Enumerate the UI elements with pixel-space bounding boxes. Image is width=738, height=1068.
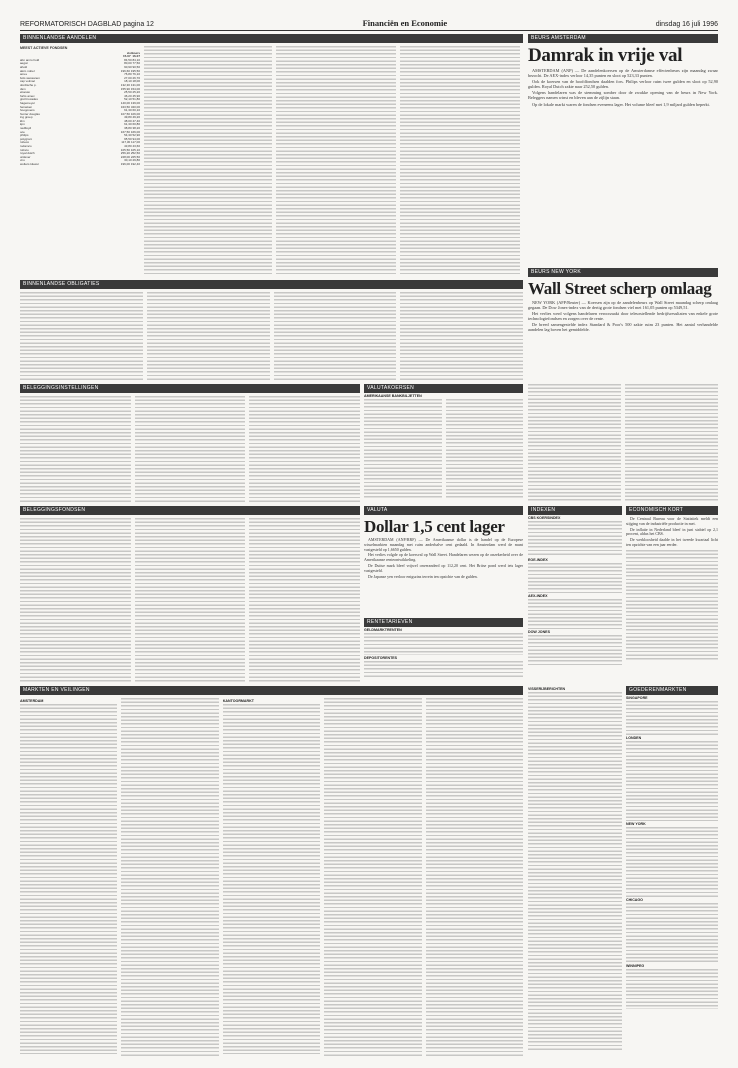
beleggingsfondsen-section	[20, 506, 360, 682]
aex-subhead: AEX-INDEX	[528, 594, 548, 598]
valutakoersen-subhead: AMERIKAANSE BANKBILJETTEN	[364, 394, 422, 398]
fund-name: hagemeyer	[20, 101, 36, 105]
fund-values: 105,50 105,10	[120, 148, 140, 152]
section-header-beurs-newyork: BEURS NEW YORK	[528, 268, 718, 277]
fund-values: 52,10 51,80	[124, 98, 140, 102]
fund-name: dordtsche p.	[20, 83, 37, 87]
fund-name: abn amro hold	[20, 58, 40, 62]
goederen-winnipeg: WINNIPEG	[626, 964, 645, 968]
geldmarkt-subhead: GELDMARKTRENTEN	[364, 628, 402, 632]
damrak-headline: Damrak in vrije val	[528, 45, 683, 66]
goederen-singapore: SINGAPORE	[626, 696, 648, 700]
kantoormarkt-subhead: KANTOORMARKT	[222, 699, 254, 703]
aandelen-section	[20, 34, 523, 276]
fund-values: 43,80 43,60	[124, 145, 140, 149]
fund-name: wolters kluwer	[20, 163, 40, 166]
section-header-indexen: INDEXEN	[528, 506, 622, 515]
section-header-beleggingsinstellingen: BELEGGINGSINSTELLINGEN	[20, 384, 360, 393]
aandelen-table	[20, 59, 140, 167]
aandelen-col-3	[276, 46, 396, 274]
markten-section	[20, 686, 523, 1056]
fund-values: 155,90 154,00	[120, 87, 140, 91]
wallstreet-headline: Wall Street scherp omlaag	[528, 279, 712, 298]
goederen-chicago: CHICAGO	[626, 898, 643, 902]
wallstreet-article: NEW YORK (AFP/Reuter) — Koersen zijn op de aandelenbeurs op Wall Street maandag scherp omlaag gegaan. De Dow Jones-index van de dertig grote fondsen viel met 161,05 punten op 5349,51. Het verlies werd volgens handelaren veroorzaakt door teleurstellende bedrijfsresultaten van enkele grote technologiefondsen en zorgen over de rente. De breed samengestelde index Standard & Poor's 500 zakte ruim 23 punten. Het aantal verhandelde aandelen lag boven het gemiddelde.	[528, 300, 718, 333]
aandelen-date-header: 15-07 16-07	[122, 55, 140, 59]
header-date: dinsdag 16 juli 1996	[655, 21, 718, 28]
fund-values: 107,50 106,00	[120, 112, 140, 116]
fund-name: elsevier	[20, 91, 31, 95]
fund-values: 25,50 25,20	[124, 91, 140, 95]
fund-name: nedlloyd	[20, 127, 32, 131]
table-row	[20, 163, 140, 167]
goederen-londen: LONDEN	[626, 736, 642, 740]
section-header-beurs-amsterdam: BEURS AMSTERDAM	[528, 34, 718, 43]
fund-name: amev	[20, 73, 28, 77]
fund-values: 46,20 45,90	[124, 94, 140, 98]
fund-name: vnu	[20, 159, 25, 163]
fund-values: 343,50 340,00	[120, 105, 140, 109]
economisch-kort-article: De Centraal Bureau voor de Statistiek meldt een stijging van de industriële productie in mei. De inflatie in Nederland bleef in juni stabiel op 2,1 procent, aldus het CBS. De werkloosheid daalde in het tweede kwartaal licht ten opzichte van een jaar eerder.	[626, 516, 718, 547]
fund-name: robeco	[20, 141, 30, 145]
header-left: REFORMATORISCH DAGBLAD pagina 12	[20, 21, 154, 28]
fund-values: 76,80 76,10	[124, 73, 140, 77]
damrak-article: AMSTERDAM (ANP) — De aandelenkoersen op de Amsterdamse effectenbeurs zijn maandag zwaar bezocht. De AEX-index verloor 14,35 punten en sloot op 523,33 punten. Ook de koersen van de hoofdfondsen daalden fors. Philips verloor ruim twee gulden en sloot op 52,90 gulden. Royal Dutch zakte naar 252,50 gulden. Volgens handelaren was de stemming somber door de zwakke opening van de beurs in New York. Beleggers namen winst en bleven aan de zijlijn staan. Op de lokale markt waren de fondsen eveneens lager. Het volume bleef met 1,9 miljard gulden beperkt.	[528, 68, 718, 107]
fund-values: 84,50 84,10	[124, 58, 140, 62]
fund-values: 18,10 18,00	[124, 80, 140, 84]
visserij-section	[528, 686, 622, 1056]
fund-values: 256,20 252,50	[120, 152, 140, 156]
fund-name: oce	[20, 130, 25, 134]
fund-values: 167,50 166,00	[120, 130, 140, 134]
section-header-aandelen: BINNENLANDSE AANDELEN	[20, 34, 523, 43]
eoe-subhead: EOE-INDEX	[528, 558, 548, 562]
section-header-markten: MARKTEN EN VEILINGEN	[20, 686, 523, 695]
fund-name: unilever	[20, 155, 31, 159]
section-header-economisch-kort: ECONOMISCH KORT	[626, 506, 718, 515]
fund-values: 196,60 195,50	[120, 69, 140, 73]
fund-name: aegon	[20, 62, 29, 66]
fund-name: hoogovens	[20, 109, 35, 113]
fund-values: 38,80 38,20	[124, 127, 140, 131]
fund-values: 49,80 49,20	[124, 116, 140, 120]
header-section-title: Financiën en Economie	[362, 18, 448, 28]
section-header-valutakoersen: VALUTAKOERSEN	[364, 384, 523, 393]
valuta-article: AMSTERDAM (ANP/RRF) — De Amerikaanse dollar is de handel op de Europese wisselmarkten maandag met ruim anderhalve cent gedaald. In Amsterdam werd de munt vastgesteld op 1,6650 gulden. Het verlies volgde op de koersval op Wall Street. Handelaren wezen op de onzekerheid over de Amerikaanse renteontwikkeling. De Duitse mark bleef vrijwel onveranderd op 112,20 cent. Het Britse pond werd iets lager vastgesteld. De Japanse yen verloor enigszins terrein ten opzichte van de gulden.	[364, 537, 523, 579]
fund-values: 95,50 94,00	[124, 137, 140, 141]
fund-name: rolinco	[20, 148, 29, 152]
aandelen-col-1	[20, 46, 140, 274]
fund-values: 117,30 117,00	[121, 141, 140, 145]
goederen-newyork: NEW YORK	[626, 822, 646, 826]
fund-name: klm	[20, 119, 25, 123]
cbs-subhead: CBS KOERSINDEX	[528, 516, 561, 520]
dj-subhead: DOW JONES	[528, 630, 550, 634]
section-header-obligaties: BINNENLANDSE OBLIGATIES	[20, 280, 523, 289]
ny-tables	[528, 384, 718, 502]
fund-values: 228,00 225,50	[120, 155, 140, 159]
fund-values: 48,00 47,40	[124, 119, 140, 123]
page-header	[20, 18, 718, 31]
fund-values: 80,00 77,50	[124, 62, 140, 66]
fund-values: 140,00 139,00	[120, 101, 140, 105]
rentetarieven-section	[364, 618, 523, 682]
aandelen-col-2	[144, 46, 272, 274]
fund-name: cap volmac	[20, 80, 36, 84]
fund-name: heineken	[20, 105, 33, 109]
valutakoersen-section	[364, 384, 523, 502]
fund-values: 196,00 192,40	[120, 163, 140, 166]
fund-name: gist brocades	[20, 98, 38, 102]
fund-values: 61,30 60,80	[124, 123, 140, 127]
aandelen-col-4	[400, 46, 520, 274]
fund-name: akzo nobel	[20, 69, 35, 73]
fund-values: 61,30 60,10	[124, 109, 140, 113]
fund-values: 132,30 131,00	[120, 83, 140, 87]
section-header-beleggingsfondsen: BELEGGINGSFONDSEN	[20, 506, 360, 515]
section-header-goederenmarkten: GOEDERENMARKTEN	[626, 686, 718, 695]
visserij-subhead: VISSERIJBERICHTEN	[528, 687, 566, 691]
valuta-section	[364, 506, 523, 614]
fund-name: philips	[20, 134, 29, 138]
fund-name: hunter douglas	[20, 112, 40, 116]
economisch-kort-section	[626, 506, 718, 682]
beurs-newyork-section	[528, 268, 718, 380]
fund-name: kpn	[20, 123, 25, 127]
obligaties-section	[20, 280, 523, 380]
indexen-section	[528, 506, 622, 682]
deposito-subhead: DEPOSITORENTES	[364, 656, 398, 660]
markten-amsterdam-subhead: AMSTERDAM	[20, 699, 44, 703]
valuta-headline: Dollar 1,5 cent lager	[364, 517, 505, 536]
fund-name: ing groep	[20, 116, 33, 120]
fund-name: bols wessanen	[20, 76, 40, 80]
fund-values: 27,00 26,70	[124, 76, 140, 80]
fund-values: 90,90 90,50	[124, 65, 140, 69]
fund-name: dsm	[20, 87, 26, 91]
section-header-rentetarieven: RENTETARIEVEN	[364, 618, 523, 627]
beleggingsinstellingen-section	[20, 384, 360, 502]
fund-name: ahold	[20, 65, 28, 69]
fund-values: 54,30 52,90	[124, 134, 140, 138]
aandelen-col-header: slotkoers	[126, 51, 140, 55]
fund-name: polygram	[20, 137, 33, 141]
fund-name: royal dutch	[20, 152, 35, 156]
fund-values: 30,10 29,80	[124, 159, 140, 163]
goederenmarkten-section	[626, 686, 718, 1056]
fund-name: fortis amev	[20, 94, 35, 98]
fund-name: rodamco	[20, 145, 32, 149]
aandelen-subhead: MEEST ACTIEVE FONDSEN	[20, 46, 68, 50]
beurs-amsterdam-section	[528, 34, 718, 264]
section-header-valuta: VALUTA	[364, 506, 523, 515]
